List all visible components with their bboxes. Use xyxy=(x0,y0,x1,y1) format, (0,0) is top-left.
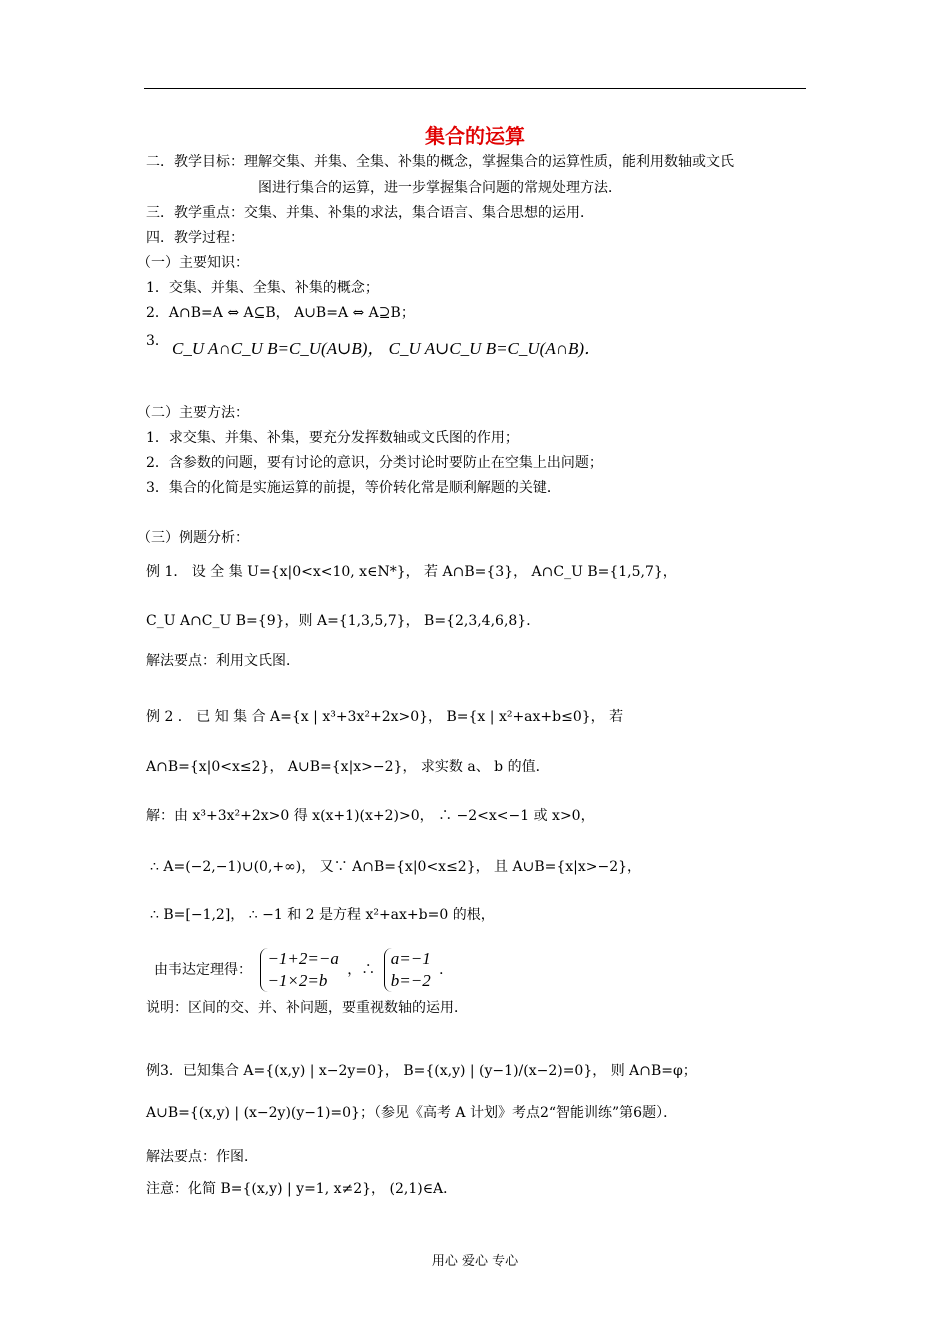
example-3-note: 注意：化简 B={(x,y) | y=1, x≠2}， (2,1)∈A． xyxy=(146,1181,458,1197)
teaching-process: 四．教学过程： xyxy=(146,230,244,246)
vieta-system xyxy=(260,948,338,992)
example-2-solution-3: ∴ B=[−1,2]， ∴ −1 和 2 是方程 x²+ax+b=0 的根， xyxy=(150,907,495,923)
vieta-equation-2: −1×2=b xyxy=(267,971,328,990)
result-system xyxy=(384,948,431,992)
example-1-line-2: C_U A∩C_U B={9}，则 A={1,3,5,7}， B={2,3,4,6,8}． xyxy=(146,613,541,629)
methods-item-2: 2．含参数的问题，要有讨论的意识，分类讨论时要防止在空集上出问题； xyxy=(146,455,603,471)
example-2-line-1: 例 2 ． 已 知 集 合 A={x | x³+3x²+2x>0}， B={x | x²+ax+b≤0}， 若 xyxy=(146,709,624,725)
top-rule xyxy=(144,88,806,89)
page-footer: 用心 爱心 专心 xyxy=(431,1254,519,1269)
example-1-key: 解法要点：利用文氏图． xyxy=(146,653,300,669)
example-1-line-1: 例 1． 设 全 集 U={x|0<x<10, x∈N*}， 若 A∩B={3}， A∩C_U B={1,5,7}， xyxy=(146,564,677,580)
example-2-vieta xyxy=(154,948,453,992)
vieta-label: 由韦达定理得： xyxy=(154,962,252,978)
knowledge-item-3-formula: C_U A∩C_U B=C_U(A∪B)， C_U A∪C_U B=C_U(A∩B)． xyxy=(172,339,602,358)
vieta-equation-1: −1+2=−a xyxy=(267,949,339,968)
example-3-line-1: 例3．已知集合 A={(x,y) | x−2y=0}， B={(x,y) | (y−1)/(x−2)=0}， 则 A∩B=φ； xyxy=(146,1063,697,1079)
result-equation-1: a=−1 xyxy=(390,949,431,968)
methods-heading: （二）主要方法： xyxy=(137,405,249,421)
page-title: 集合的运算 xyxy=(425,124,525,148)
result-equation-2: b=−2 xyxy=(390,971,431,990)
result-end: ． xyxy=(439,962,454,978)
vieta-therefore: ，∴ xyxy=(347,962,376,978)
methods-item-3: 3．集合的化简是实施运算的前提，等价转化常是顺利解题的关键． xyxy=(146,480,561,496)
example-3-line-2: A∪B={(x,y) | (x−2y)(y−1)=0}；（参见《高考 A 计划》考点2“智能训练”第6题）． xyxy=(146,1105,678,1121)
example-2-line-2: A∩B={x|0<x≤2}， A∪B={x|x>−2}， 求实数 a、 b 的值． xyxy=(146,759,550,775)
knowledge-item-3-label: 3． xyxy=(146,333,169,349)
example-2-solution-2: ∴ A=(−2,−1)∪(0,+∞)， 又∵ A∩B={x|0<x≤2}， 且 A∪B={x|x>−2}， xyxy=(150,859,642,875)
methods-item-1: 1．求交集、并集、补集，要充分发挥数轴或文氏图的作用； xyxy=(146,430,519,446)
teaching-focus: 三．教学重点：交集、并集、补集的求法，集合语言、集合思想的运用． xyxy=(146,205,594,221)
objectives-line-1: 二．教学目标：理解交集、并集、全集、补集的概念，掌握集合的运算性质，能利用数轴或文氏 xyxy=(146,154,734,170)
objectives-line-2: 图进行集合的运算，进一步掌握集合问题的常规处理方法． xyxy=(258,180,622,196)
knowledge-item-1: 1．交集、并集、全集、补集的概念； xyxy=(146,280,379,296)
example-2-solution-1: 解：由 x³+3x²+2x>0 得 x(x+1)(x+2)>0， ∴ −2<x<−1 或 x>0， xyxy=(146,808,595,824)
example-3-key: 解法要点：作图． xyxy=(146,1149,258,1165)
example-2-note: 说明：区间的交、并、补问题，要重视数轴的运用． xyxy=(146,1000,468,1016)
examples-heading: （三）例题分析： xyxy=(137,530,249,546)
knowledge-item-2: 2．A∩B=A ⇔ A⊆B， A∪B=A ⇔ A⊇B； xyxy=(146,305,415,321)
knowledge-heading: （一）主要知识： xyxy=(137,255,249,271)
